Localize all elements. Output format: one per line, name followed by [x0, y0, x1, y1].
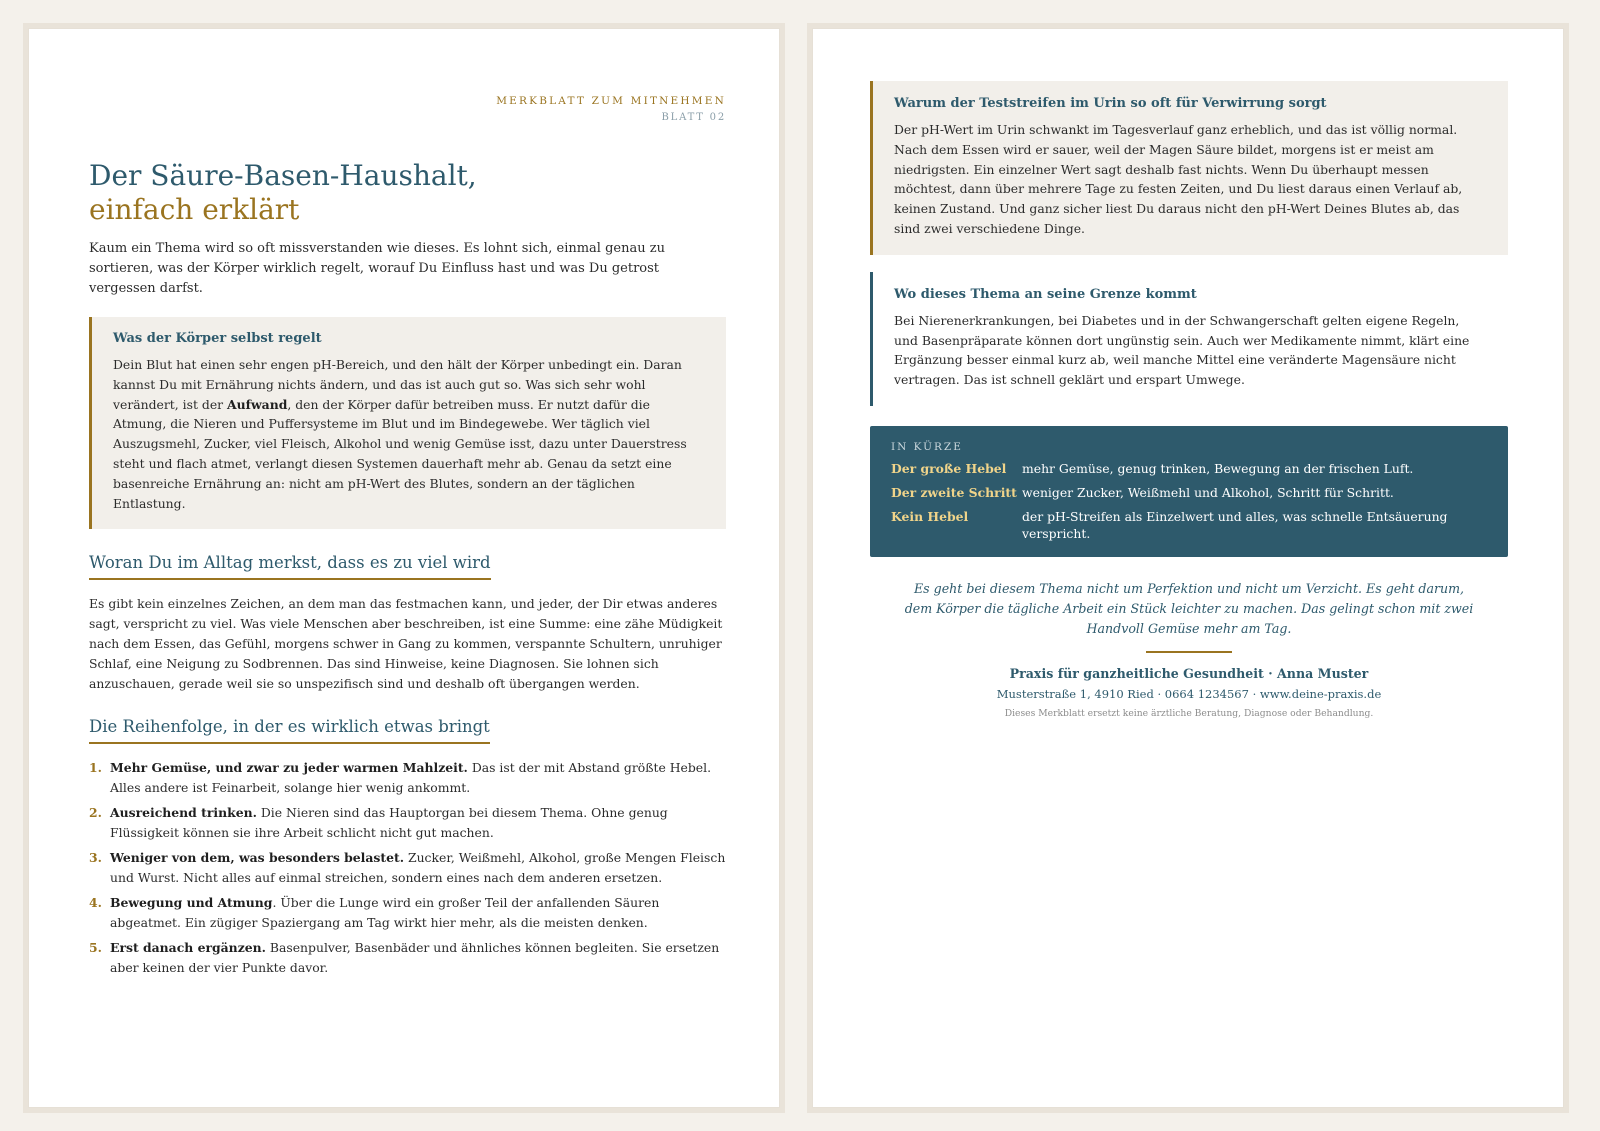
page-right: [807, 23, 1569, 1113]
disclaimer: Dieses Merkblatt ersetzt keine ärztliche Beratung, Diagnose oder Behandlung.: [1004, 707, 1374, 719]
summary-value: mehr Gemüse, genug trinken, Bewegung an der frischen Luft.: [1022, 460, 1414, 476]
summary-key: Der zweite Schritt: [891, 484, 1017, 500]
sheet-number: BLATT 02: [661, 112, 726, 123]
title-line-2: einfach erklärt: [89, 193, 300, 226]
page-left: [23, 23, 785, 1113]
summary-key: Der große Hebel: [891, 460, 1007, 476]
step-text: Das ist der mit Abstand größte Hebel. Alles andere ist Feinarbeit, solange hier wenig ankommt.: [110, 760, 712, 795]
info-box-text: Bei Nierenerkrankungen, bei Diabetes und in der Schwangerschaft gelten eigene Regeln, und Basenpräparate können dort ungünstig sein. Auch wer Medikamente nimmt, klärt eine Ergänzung besser einmal kurz ab, weil manche Mittel eine veränderte Magensäure nicht vertragen. Das ist schnell geklärt und erspart Umwege.: [894, 312, 1470, 388]
summary-value: weniger Zucker, Weißmehl und Alkohol, Schritt für Schritt.: [1022, 484, 1394, 500]
page-title: [89, 159, 726, 227]
page-right-content: [870, 81, 1508, 719]
divider: [1146, 651, 1232, 653]
list-item: [89, 893, 726, 932]
info-box-body-regulation: [89, 317, 726, 529]
info-box-text-a: Dein Blut hat einen sehr engen pH-Bereich, und den hält der Körper unbedingt ein. Daran kannst Du mit Ernährung nichts ändern, und das ist auch gut so. Was sich sehr wohl verändert, ist der: [113, 357, 682, 412]
section-paragraph: Es gibt kein einzelnes Zeichen, an dem man das festmachen kann, und jeder, der Dir etwas anderes sagt, verspricht zu viel. Was viele Menschen aber beschreiben, ist eine Summe: eine zähe Müdigkeit nach dem Essen, das Gefühl, morgens schwer in Gang zu kommen, verspannte Schultern, unruhiger Schlaf, eine Neigung zu Sodbrennen. Das sind Hinweise, keine Diagnosen. Sie lohnen sich anzuschauen, gerade weil sie so unspezifisch sind und deshalb oft übergangen werden.: [89, 596, 723, 691]
practice-name: Praxis für ganzheitliche Gesundheit · Anna Muster: [1009, 665, 1369, 681]
lead-paragraph: Kaum ein Thema wird so oft missverstanden wie dieses. Es lohnt sich, einmal genau zu sortieren, was der Körper wirklich regelt, worauf Du Einfluss hast und was Du getrost vergessen darfst.: [89, 241, 665, 296]
info-box-text-bold: Aufwand: [227, 396, 288, 412]
list-item: [89, 758, 726, 797]
section-heading: Woran Du im Alltag merkst, dass es zu viel wird: [89, 551, 491, 580]
kicker: MERKBLATT ZUM MITNEHMEN: [496, 95, 726, 107]
step-text: Basenpulver, Basenbäder und ähnliches können begleiten. Sie ersetzen aber keinen der vier Punkte davor.: [110, 940, 720, 975]
step-bold: Mehr Gemüse, und zwar zu jeder warmen Mahlzeit.: [110, 760, 468, 776]
step-number: 5.: [89, 940, 102, 956]
summary-row: [891, 460, 1487, 477]
step-bold: Weniger von dem, was besonders belastet.: [110, 850, 405, 866]
list-item: [89, 803, 726, 842]
section-heading: Die Reihenfolge, in der es wirklich etwas bringt: [89, 715, 490, 744]
step-number: 2.: [89, 805, 102, 821]
info-box-test-strip: [870, 81, 1508, 255]
summary-heading: IN KÜRZE: [891, 440, 963, 453]
page-left-paper: [28, 28, 780, 1108]
step-bold: Erst danach ergänzen.: [110, 940, 266, 956]
info-box-text-b: , den der Körper dafür betreiben muss. Er nutzt dafür die Atmung, die Nieren und Puffersysteme im Blut und im Bindegewebe. Wer täglich viel Auszugsmehl, Zucker, viel Fleisch, Alkohol und wenig Gemüse isst, dazu unter Dauerstress steht und flach atmet, verlangt diesen Systemen dauerhaft mehr ab. Genau da setzt eine basenreiche Ernährung an: nicht am pH-Wert des Blutes, sondern an der täglichen Entlastung.: [113, 396, 687, 511]
section-signs: [89, 551, 726, 693]
summary-row: [891, 508, 1487, 542]
step-bold: Bewegung und Atmung: [110, 895, 273, 911]
step-number: 3.: [89, 850, 102, 866]
closing-quote: Es geht bei diesem Thema nicht um Perfektion und nicht um Verzicht. Es geht darum, dem Körper die tägliche Arbeit ein Stück leichter zu machen. Das gelingt schon mit zwei Handvoll Gemüse mehr am Tag.: [904, 580, 1474, 636]
info-box-title: Was der Körper selbst regelt: [113, 331, 322, 346]
list-item: [89, 938, 726, 977]
info-box-text: Der pH-Wert im Urin schwankt im Tagesverlauf ganz erheblich, und das ist völlig normal. Nach dem Essen wird er sauer, weil der Magen Säure bildet, morgens ist er meist am niedrigsten. Ein einzelner Wert sagt deshalb fast nichts. Wenn Du überhaupt messen möchtest, dann über mehrere Tage zu festen Zeiten, und Du liest daraus einen Verlauf ab, keinen Zustand. Und ganz sicher liest Du daraus nicht den pH-Wert Deines Blutes ab, das sind zwei verschiedene Dinge.: [894, 122, 1463, 236]
info-box-limits: [870, 272, 1508, 406]
step-text: Zucker, Weißmehl, Alkohol, große Mengen Fleisch und Wurst. Nicht alles auf einmal streichen, sondern eines nach dem anderen ersetzen.: [110, 850, 726, 885]
section-steps: [89, 715, 726, 977]
page-right-paper: [812, 28, 1564, 1108]
summary-row: [891, 484, 1487, 501]
page-left-content: [89, 95, 726, 983]
summary-value: der pH-Streifen als Einzelwert und alles, was schnelle Entsäuerung verspricht.: [1022, 508, 1448, 541]
info-box-text: [113, 355, 704, 513]
info-box-title: Warum der Teststreifen im Urin so oft für Verwirrung sorgt: [894, 96, 1327, 111]
list-item: [89, 848, 726, 887]
summary-key: Kein Hebel: [891, 508, 969, 524]
title-line-1: Der Säure-Basen-Haushalt,: [89, 159, 477, 192]
steps-list: [89, 758, 726, 977]
step-text: Die Nieren sind das Hauptorgan bei diesem Thema. Ohne genug Flüssigkeit können sie ihre Arbeit schlicht nicht gut machen.: [110, 805, 668, 840]
practice-contact: Musterstraße 1, 4910 Ried · 0664 1234567 · www.deine-praxis.de: [996, 686, 1382, 701]
step-bold: Ausreichend trinken.: [110, 805, 257, 821]
step-number: 4.: [89, 895, 102, 911]
info-box-title: Wo dieses Thema an seine Grenze kommt: [894, 286, 1197, 302]
step-number: 1.: [89, 760, 102, 776]
step-text: . Über die Lunge wird ein großer Teil der anfallenden Säuren abgeatmet. Ein zügiger Spaziergang am Tag wirkt hier mehr, als die meisten denken.: [110, 895, 660, 930]
summary-box: [870, 426, 1508, 557]
